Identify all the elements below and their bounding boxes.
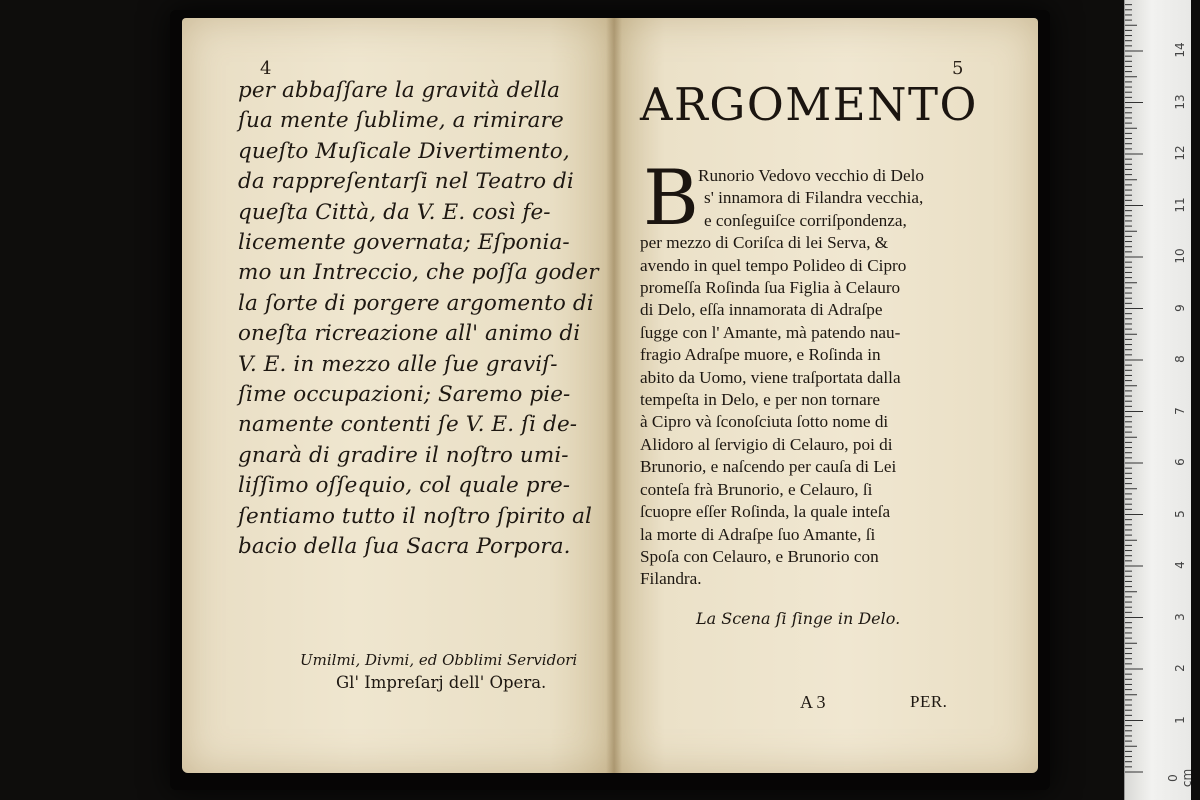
left-text-line: mo un Intreccio, che poſſa goder xyxy=(238,260,599,286)
left-text-line: gnarà di gradire il noſtro umi- xyxy=(238,442,569,468)
left-text-line: oneſta ricreazione all' animo di xyxy=(238,321,581,347)
argomento-text-line: per mezzo di Coriſca di lei Serva, & xyxy=(640,233,889,253)
argomento-text-line: ſcuopre eſſer Roſinda, la quale inteſa xyxy=(640,502,891,522)
catchword: PER. xyxy=(910,692,948,711)
argomento-text-line: Filandra. xyxy=(640,569,702,589)
argomento-text-line: avendo in quel tempo Polideo di Cipro xyxy=(640,255,907,275)
argomento-text-line: Alidoro al ſervigio di Celauro, poi di xyxy=(640,434,893,454)
argomento-text-line: à Cipro và ſconoſciuta ſotto nome di xyxy=(640,412,889,432)
argomento-text-line: e conſeguiſce corriſpondenza, xyxy=(704,210,907,230)
dedication-signature xyxy=(300,651,600,692)
ruler-number: 12 xyxy=(1173,145,1187,161)
book-gutter xyxy=(606,18,622,773)
signature-line-1: Umilmi, Divmi, ed Obblimi Servidori xyxy=(300,651,578,669)
ruler-number: 2 xyxy=(1173,664,1187,672)
argomento-text-line: s' innamora di Filandra vecchia, xyxy=(704,188,924,208)
ruler-number: 5 xyxy=(1173,509,1187,518)
left-page-body xyxy=(238,76,599,563)
scene-note: La Scena ſi ſinge in Delo. xyxy=(696,609,901,628)
argomento-text-line: ſugge con l' Amante, mà patendo nau- xyxy=(640,322,901,342)
left-text-line: queſto Muſicale Divertimento, xyxy=(238,138,570,164)
ruler-number: 10 xyxy=(1173,248,1187,264)
argomento-body xyxy=(640,165,990,591)
ruler-number: 11 xyxy=(1173,196,1187,213)
argomento-text-line: Brunorio, e naſcendo per cauſa di Lei xyxy=(640,457,897,477)
left-text-line: bacio della ſua Sacra Porpora. xyxy=(238,534,571,560)
argomento-text-line: abito da Uomo, viene traſportata dalla xyxy=(640,367,901,387)
argomento-text-line: Runorio Vedovo vecchio di Delo xyxy=(698,166,924,185)
argomento-text-line: promeſſa Roſinda ſua Figlia à Celauro xyxy=(640,278,901,298)
ruler-number: 1 xyxy=(1173,715,1187,724)
ruler-number: 0 cm xyxy=(1166,768,1194,788)
signature-line-2: Gl' Impreſarj dell' Opera. xyxy=(336,673,547,692)
ruler-number: 13 xyxy=(1173,93,1187,110)
ruler-number: 9 xyxy=(1173,303,1187,312)
ruler-number: 14 xyxy=(1173,42,1187,58)
ruler-number: 6 xyxy=(1173,458,1187,466)
argomento-text-line: fragio Adraſpe muore, e Roſinda in xyxy=(640,345,881,365)
ruler-number: 8 xyxy=(1173,355,1187,363)
left-text-line: da rappreſentarſi nel Teatro di xyxy=(238,169,574,195)
right-page-number: 5 xyxy=(952,58,964,79)
argomento-text-line: tempeſta in Delo, e per non tornare xyxy=(640,390,881,410)
argomento-heading: ARGOMENTO xyxy=(640,78,978,131)
left-text-line: namente contenti ſe V. E. ſi de- xyxy=(238,412,578,438)
argomento-text-line: di Delo, eſſa innamorata di Adraſpe xyxy=(640,300,883,320)
left-text-line: licemente governata; Eſponia- xyxy=(238,230,570,256)
drop-cap: B xyxy=(643,153,699,242)
left-page-number: 4 xyxy=(260,58,272,79)
left-text-line: queſta Città, da V. E. così fe- xyxy=(238,199,551,225)
left-text-line: per abbaſſare la gravità della xyxy=(238,78,561,103)
argomento-text-line: la morte di Adraſpe ſuo Amante, ſi xyxy=(640,524,876,544)
ruler-number: 3 xyxy=(1173,612,1187,621)
signature-mark: A 3 xyxy=(800,692,826,712)
left-text-line: la ſorte di porgere argomento di xyxy=(238,290,594,316)
left-text-line: V. E. in mezzo alle ſue graviſ- xyxy=(238,351,558,377)
ruler-number: 4 xyxy=(1173,561,1187,569)
ruler-number: 7 xyxy=(1173,406,1187,415)
argomento-text-line: conteſa frà Brunorio, e Celauro, ſi xyxy=(640,479,873,499)
argomento-text-line: Spoſa con Celauro, e Brunorio con xyxy=(640,546,879,566)
left-text-line: ſentiamo tutto il noſtro ſpirito al xyxy=(238,503,592,529)
left-text-line: liſſimo oſſequio, col quale pre- xyxy=(238,473,571,499)
left-text-line: ſua mente ſublime, a rimirare xyxy=(238,108,564,134)
left-text-line: ſime occupazioni; Saremo pie- xyxy=(238,382,571,408)
